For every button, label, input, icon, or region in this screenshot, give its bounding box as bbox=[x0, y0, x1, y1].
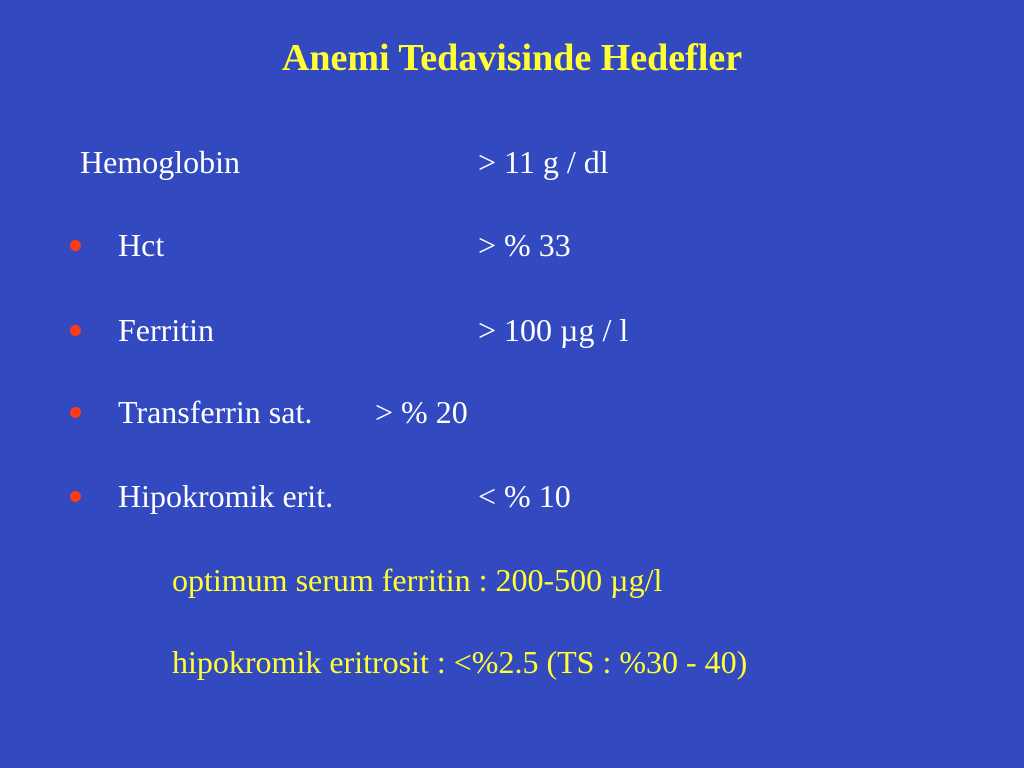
row-label: Hemoglobin bbox=[80, 144, 240, 180]
item-label: Ferritin bbox=[118, 312, 214, 348]
bullet-icon bbox=[70, 325, 81, 336]
note-hipokromik-eritrosit: hipokromik eritrosit : <%2.5 (TS : %30 - 40) bbox=[172, 644, 748, 680]
item-value: < % 10 bbox=[478, 478, 571, 514]
item-label: Hipokromik erit. bbox=[118, 478, 334, 514]
note-optimum-ferritin: optimum serum ferritin : 200-500 µg/l bbox=[172, 562, 663, 598]
item-value: > % 33 bbox=[478, 227, 571, 263]
bullet-icon bbox=[70, 407, 81, 418]
bullet-icon bbox=[70, 491, 81, 502]
item-label: Hct bbox=[118, 227, 165, 263]
slide-title: Anemi Tedavisinde Hedefler bbox=[281, 37, 743, 79]
bullet-icon bbox=[70, 240, 81, 251]
item-value: > % 20 bbox=[375, 394, 468, 430]
item-label: Transferrin sat. bbox=[118, 394, 313, 430]
item-value: > 100 µg / l bbox=[478, 312, 629, 348]
row-value: > 11 g / dl bbox=[478, 144, 609, 180]
